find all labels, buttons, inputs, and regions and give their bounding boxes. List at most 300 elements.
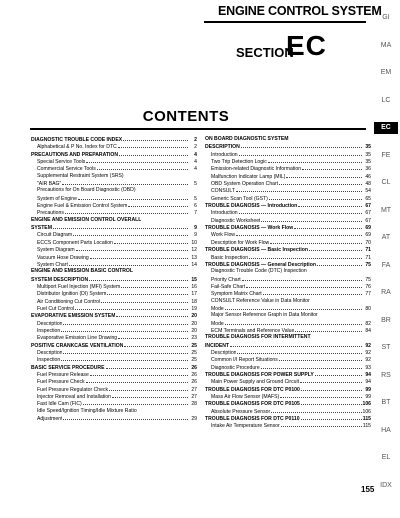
- toc-entry: [31, 180, 197, 187]
- toc-entry-title: Fast Idle Cam (FIC): [37, 401, 82, 408]
- section-tab-cl: CL: [381, 179, 391, 186]
- toc-entry-title: Generic Scan Tool (GST): [211, 195, 268, 202]
- toc-leader-dots: [61, 356, 188, 361]
- toc-leader-dots: [63, 349, 188, 354]
- toc-entry-title: SYSTEM: [31, 225, 52, 232]
- toc-leader-dots: [109, 386, 188, 391]
- toc-entry-title: Special Service Tools: [37, 159, 86, 166]
- toc-leader-dots: [75, 305, 188, 310]
- toc-entry: [205, 386, 371, 393]
- toc-entry-page: 69: [365, 225, 371, 232]
- toc-entry-page: 6: [194, 203, 197, 210]
- toc-entry-title: Fuel Pressure Regulator Check: [37, 386, 109, 393]
- section-tab-ra: RA: [381, 289, 391, 296]
- toc-entry-title: TROUBLE DIAGNOSIS FOR DTC P0100: [205, 386, 300, 393]
- toc-entry-page: 35: [365, 159, 371, 166]
- toc-leader-dots: [118, 143, 188, 148]
- toc-entry-title: Supplemental Restraint System (SRS): [37, 172, 124, 179]
- toc-entry-title: ON BOARD DIAGNOSTIC SYSTEM: [205, 136, 289, 142]
- toc-entry: [205, 151, 371, 158]
- toc-entry-title: Introduction: [211, 151, 238, 158]
- toc-entry-page: 106: [362, 408, 371, 415]
- toc-entry-title: TROUBLE DIAGNOSIS FOR POWER SUPPLY: [205, 372, 314, 378]
- toc-entry-title: INCIDENT: [205, 342, 230, 349]
- toc-entry-title: Idle Speed/Ignition Timing/Idle Mixture Ratio: [37, 407, 137, 414]
- toc-entry-title: EVAPORATIVE EMISSION SYSTEM: [31, 313, 116, 320]
- toc-entry: [205, 224, 371, 231]
- toc-entry: [31, 268, 197, 275]
- toc-entry: [31, 254, 197, 261]
- toc-entry-page: 82: [365, 320, 371, 327]
- toc-entry-page: 12: [191, 247, 197, 254]
- toc-leader-dots: [53, 224, 188, 229]
- toc-entry-page: 15: [191, 276, 197, 283]
- contents-heading: CONTENTS: [142, 108, 230, 125]
- toc-leader-dots: [62, 180, 188, 185]
- toc-leader-dots: [294, 224, 362, 229]
- toc-entry-page: 67: [365, 217, 371, 224]
- toc-entry-page: 67: [365, 203, 371, 210]
- toc-leader-dots: [114, 239, 188, 244]
- page-number: 155: [361, 485, 375, 494]
- toc-entry: [31, 312, 197, 319]
- toc-entry-page: 84: [365, 327, 371, 334]
- section-tab-bt: BT: [381, 399, 391, 406]
- toc-entry: [31, 187, 197, 194]
- toc-entry-title: BASIC SERVICE PROCEDURE: [31, 364, 105, 371]
- toc-entry-page: 25: [191, 357, 197, 364]
- toc-entry-title: "AIR BAG": [37, 181, 62, 188]
- toc-entry-page: 2: [194, 137, 197, 143]
- toc-entry-page: 25: [191, 349, 197, 356]
- toc-leader-dots: [271, 408, 361, 413]
- toc-entry-title: TROUBLE DIAGNOSIS — Basic Inspection: [205, 247, 309, 254]
- toc-leader-dots: [239, 209, 362, 214]
- toc-entry-title: TROUBLE DIAGNOSIS — Work Flow: [205, 225, 294, 232]
- toc-entry: [31, 261, 197, 268]
- toc-entry-title: System Diagram: [37, 247, 75, 254]
- toc-leader-dots: [86, 378, 188, 383]
- page-title: ENGINE CONTROL SYSTEM: [218, 4, 382, 18]
- toc-entry-title: Fuel Pressure Check: [37, 379, 85, 386]
- toc-entry-page: 27: [191, 394, 197, 401]
- toc-entry-title: Description: [211, 349, 237, 356]
- toc-leader-dots: [249, 254, 362, 259]
- toc-leader-dots: [69, 261, 188, 266]
- toc-leader-dots: [119, 151, 188, 156]
- toc-leader-dots: [101, 298, 188, 303]
- toc-entry-title: Alphabetical & P No. Index for DTC: [37, 144, 117, 151]
- toc-leader-dots: [89, 276, 188, 281]
- toc-entry-page: 106: [362, 401, 371, 408]
- toc-entry-page: 71: [365, 254, 371, 261]
- title-rule: [204, 21, 366, 23]
- section-tab-gi: GI: [382, 14, 390, 21]
- toc-entry: [31, 371, 197, 378]
- toc-leader-dots: [76, 246, 188, 251]
- toc-entry: [205, 202, 371, 209]
- toc-entry: [31, 276, 197, 283]
- toc-entry-page: 17: [191, 291, 197, 298]
- toc-entry-title: Malfunction Indicator Lamp (MIL): [211, 173, 286, 180]
- toc-leader-dots: [317, 261, 362, 266]
- toc-leader-dots: [315, 371, 362, 376]
- toc-entry-page: 14: [191, 261, 197, 268]
- toc-leader-dots: [246, 283, 362, 288]
- section-tab-mt: MT: [380, 206, 392, 214]
- toc-entry: [31, 283, 197, 290]
- toc-entry-title: Intake Air Temperature Sensor: [211, 423, 280, 430]
- toc-leader-dots: [241, 143, 362, 148]
- toc-entry: [205, 143, 371, 150]
- toc-entry-page: 9: [194, 232, 197, 239]
- toc-entry: [31, 334, 197, 341]
- toc-entry-page: 48: [365, 181, 371, 188]
- toc-entry: [31, 173, 197, 180]
- section-tab-fe: FE: [381, 151, 391, 159]
- toc-entry: [205, 371, 371, 378]
- toc-entry-title: ECM Terminals and Reference Value: [211, 327, 295, 334]
- toc-entry-page: 27: [191, 386, 197, 393]
- section-code: EC: [286, 30, 327, 61]
- toc-leader-dots: [281, 422, 362, 427]
- toc-entry: [205, 158, 371, 165]
- toc-entry: [31, 393, 197, 400]
- toc-entry-page: 35: [365, 144, 371, 151]
- toc-entry-title: Absolute Pressure Sensor: [211, 408, 271, 415]
- toc-entry-title: ENGINE AND EMISSION BASIC CONTROL: [31, 268, 133, 275]
- toc-entry-page: 54: [365, 188, 371, 195]
- toc-entry-title: Vacuum Hose Drawing: [37, 254, 89, 261]
- toc-leader-dots: [78, 195, 188, 200]
- toc-leader-dots: [65, 209, 188, 214]
- toc-entry: [205, 349, 371, 356]
- toc-entry-title: Description for Work Flow: [211, 239, 270, 246]
- toc-leader-dots: [225, 305, 362, 310]
- toc-entry: [31, 386, 197, 393]
- toc-right-column: [205, 136, 371, 430]
- section-tab-fa: FA: [381, 261, 391, 269]
- toc-entry: [31, 415, 197, 422]
- toc-entry: [205, 180, 371, 187]
- toc-entry-page: 4: [194, 159, 197, 166]
- toc-leader-dots: [118, 334, 188, 339]
- toc-leader-dots: [236, 231, 362, 236]
- toc-entry-title: Inspection: [37, 327, 61, 334]
- toc-entry-title: Injector Removal and Installation: [37, 394, 111, 401]
- toc-leader-dots: [239, 151, 362, 156]
- toc-entry: [205, 261, 371, 268]
- toc-entry: [205, 276, 371, 283]
- toc-leader-dots: [128, 202, 188, 207]
- toc-leader-dots: [309, 246, 362, 251]
- side-index: [372, 0, 400, 518]
- toc-leader-dots: [301, 386, 362, 391]
- toc-entry-page: 5: [194, 181, 197, 188]
- toc-entry-page: 70: [365, 239, 371, 246]
- section-tab-el: EL: [381, 454, 391, 461]
- toc-entry: [31, 349, 197, 356]
- toc-entry-title: Air Conditioning Cut Control: [37, 298, 101, 305]
- toc-leader-dots: [268, 158, 362, 163]
- toc-entry-page: 2: [194, 144, 197, 151]
- section-tab-idx: IDX: [380, 481, 392, 489]
- toc-entry-title: Priority Chart: [211, 276, 241, 283]
- toc-entry: [205, 136, 371, 143]
- toc-entry-title: Inspection: [37, 357, 61, 364]
- toc-leader-dots: [121, 283, 188, 288]
- toc-entry: [205, 422, 371, 429]
- toc-leader-dots: [279, 356, 362, 361]
- toc-leader-dots: [123, 136, 188, 141]
- toc-leader-dots: [263, 290, 362, 295]
- toc-leader-dots: [237, 349, 362, 354]
- toc-leader-dots: [73, 231, 188, 236]
- toc-entry-page: 4: [194, 166, 197, 173]
- toc-entry-title: Distributor Ignition (DI) System: [37, 291, 107, 298]
- toc-entry-page: 71: [365, 247, 371, 254]
- toc-leader-dots: [295, 327, 362, 332]
- section-tab-lc: LC: [381, 96, 391, 104]
- toc-leader-dots: [63, 320, 188, 325]
- toc-entry-page: 75: [365, 261, 371, 268]
- toc-entry: [31, 320, 197, 327]
- toc-entry-title: Two Trip Detection Logic: [211, 159, 267, 166]
- toc-entry: [31, 342, 197, 349]
- toc-entry: [205, 239, 371, 246]
- toc-entry-title: Diagnostic Trouble Code (DTC) Inspection: [211, 268, 307, 275]
- toc-entry: [205, 254, 371, 261]
- toc-entry: [31, 165, 197, 172]
- toc-entry: [205, 217, 371, 224]
- toc-entry-title: Emission-related Diagnostic Information: [211, 166, 302, 173]
- toc-entry-page: 13: [191, 254, 197, 261]
- toc-entry-title: CONSULT Reference Value in Data Monitor: [211, 297, 310, 304]
- section-tab-ha: HA: [381, 426, 391, 434]
- toc-leader-dots: [86, 158, 188, 163]
- toc-entry-title: Precautions for On Board Diagnostic (OBD): [37, 187, 136, 194]
- toc-entry-title: TROUBLE DIAGNOSIS FOR DTC P0110: [205, 416, 300, 423]
- toc-entry: [31, 224, 197, 231]
- toc-entry-title: Commercial Service Tools: [37, 166, 96, 173]
- toc-entry-title: OBD System Operation Chart: [211, 181, 279, 188]
- toc-leader-dots: [124, 342, 188, 347]
- toc-entry-title: Symptom Matrix Chart: [211, 291, 262, 298]
- toc-leader-dots: [280, 393, 362, 398]
- toc-leader-dots: [106, 364, 189, 369]
- toc-entry-page: 20: [191, 320, 197, 327]
- toc-entry-title: Introduction: [211, 210, 238, 217]
- toc-entry-title: Diagnostic Procedure: [211, 364, 260, 371]
- toc-entry-title: POSITIVE CRANKCASE VENTILATION: [31, 342, 124, 349]
- toc-entry-title: TROUBLE DIAGNOSIS FOR DTC P0105: [205, 401, 300, 408]
- section-tab-br: BR: [381, 316, 391, 324]
- toc-entry: [205, 312, 371, 319]
- toc-entry-page: 28: [191, 401, 197, 408]
- toc-entry-title: Fuel Cut Control: [37, 305, 75, 312]
- toc-leader-dots: [225, 320, 362, 325]
- toc-entry-page: 19: [191, 305, 197, 312]
- toc-entry-title: Fuel Pressure Release: [37, 372, 89, 378]
- toc-entry-title: Engine Fuel & Emission Control System: [37, 203, 128, 210]
- toc-entry-title: Precautions: [37, 210, 64, 217]
- toc-entry-title: CONSULT: [211, 188, 235, 195]
- toc-entry-page: 9: [194, 225, 197, 232]
- toc-entry: [205, 165, 371, 172]
- toc-entry-title: Mass Air Flow Sensor (MAFS): [211, 394, 280, 401]
- toc-leader-dots: [230, 342, 362, 347]
- toc-entry: [31, 327, 197, 334]
- toc-entry: [31, 158, 197, 165]
- toc-entry-title: DIAGNOSTIC TROUBLE CODE INDEX: [31, 137, 123, 143]
- toc-entry-page: 115: [362, 416, 371, 423]
- toc-entry: [205, 298, 371, 305]
- toc-entry-page: 46: [365, 173, 371, 180]
- toc-leader-dots: [279, 180, 362, 185]
- toc-entry-title: Fail-Safe Chart: [211, 283, 246, 290]
- toc-leader-dots: [112, 393, 188, 398]
- toc-entry-page: 93: [365, 364, 371, 371]
- toc-leader-dots: [286, 173, 362, 178]
- toc-entry: [205, 209, 371, 216]
- toc-entry-page: 65: [365, 195, 371, 202]
- toc-entry-page: 29: [191, 416, 197, 423]
- toc-entry-title: SYSTEM DESCRIPTION: [31, 276, 89, 283]
- section-tab-rs: RS: [381, 371, 391, 379]
- toc-entry: [205, 320, 371, 327]
- toc-entry-title: Major Sensor Reference Graph in Data Monitor: [211, 312, 318, 319]
- toc-leader-dots: [63, 415, 188, 420]
- toc-entry: [205, 393, 371, 400]
- toc-leader-dots: [83, 400, 188, 405]
- toc-entry: [205, 283, 371, 290]
- toc-entry-page: 94: [365, 372, 371, 378]
- toc-entry-page: 4: [194, 151, 197, 158]
- toc-leader-dots: [298, 202, 362, 207]
- toc-entry: [205, 378, 371, 385]
- toc-entry-page: 80: [365, 305, 371, 312]
- toc-entry-page: 20: [191, 327, 197, 334]
- toc-entry-page: 69: [365, 232, 371, 239]
- contents-rule: [30, 128, 366, 130]
- toc-entry-page: 25: [191, 342, 197, 349]
- toc-entry: [205, 356, 371, 363]
- section-tab-em: EM: [380, 69, 392, 76]
- toc-entry-page: 26: [191, 364, 197, 371]
- toc-entry-page: 92: [365, 342, 371, 349]
- toc-entry: [205, 195, 371, 202]
- toc-leader-dots: [97, 165, 188, 170]
- toc-entry: [205, 290, 371, 297]
- toc-leader-dots: [269, 195, 362, 200]
- toc-entry: [205, 268, 371, 275]
- toc-entry: [31, 136, 197, 143]
- toc-entry-page: 35: [365, 151, 371, 158]
- toc-leader-dots: [242, 276, 362, 281]
- toc-leader-dots: [270, 239, 362, 244]
- toc-entry-title: Adjustment: [37, 416, 63, 423]
- section-tab-ma: MA: [380, 41, 392, 49]
- toc-entry-title: TROUBLE DIAGNOSIS — Introduction: [205, 203, 298, 210]
- toc-entry-page: 75: [365, 276, 371, 283]
- toc-entry: [31, 378, 197, 385]
- toc-entry-title: Basic Inspection: [211, 254, 249, 261]
- toc-entry-page: 26: [191, 379, 197, 386]
- toc-entry-page: 20: [191, 313, 197, 320]
- toc-entry-title: ENGINE AND EMISSION CONTROL OVERALL: [31, 216, 142, 223]
- toc-entry-page: 7: [194, 210, 197, 217]
- toc-entry-page: 92: [365, 349, 371, 356]
- toc-leader-dots: [90, 371, 188, 376]
- toc-entry: [31, 217, 197, 224]
- toc-entry: [205, 415, 371, 422]
- toc-entry: [205, 327, 371, 334]
- toc-leader-dots: [301, 415, 362, 420]
- toc-left-column: [31, 136, 197, 422]
- section-tab-ec: EC: [374, 122, 398, 134]
- toc-entry-title: Diagnostic Worksheet: [211, 217, 261, 224]
- toc-entry-page: 5: [194, 195, 197, 202]
- toc-leader-dots: [301, 400, 362, 405]
- toc-leader-dots: [302, 165, 362, 170]
- toc-entry: [31, 151, 197, 158]
- toc-entry-title: Description: [37, 320, 63, 327]
- toc-entry-title: TROUBLE DIAGNOSIS FOR INTERMITTENT: [205, 334, 311, 341]
- toc-entry-title: Work Flow: [211, 232, 235, 239]
- toc-entry-page: 18: [191, 298, 197, 305]
- toc-entry-title: TROUBLE DIAGNOSIS — General Description: [205, 261, 316, 268]
- toc-entry-page: 77: [365, 291, 371, 298]
- toc-entry: [205, 173, 371, 180]
- toc-entry: [31, 209, 197, 216]
- toc-entry: [205, 400, 371, 407]
- toc-entry: [31, 195, 197, 202]
- toc-entry-title: Main Power Supply and Ground Circuit: [211, 379, 300, 386]
- toc-entry-page: 26: [191, 372, 197, 378]
- toc-leader-dots: [261, 217, 362, 222]
- toc-entry: [31, 408, 197, 415]
- toc-entry-title: DESCRIPTION: [205, 144, 240, 151]
- toc-entry-page: 94: [365, 379, 371, 386]
- toc-entry: [31, 239, 197, 246]
- toc-entry: [31, 400, 197, 407]
- toc-entry-title: ECCS Component Parts Location: [37, 239, 113, 246]
- toc-entry: [205, 305, 371, 312]
- toc-entry-page: 99: [365, 386, 371, 393]
- toc-leader-dots: [116, 312, 188, 317]
- toc-entry: [205, 246, 371, 253]
- toc-entry: [31, 364, 197, 371]
- section-tab-st: ST: [381, 344, 391, 351]
- toc-entry: [31, 305, 197, 312]
- toc-entry: [31, 202, 197, 209]
- toc-leader-dots: [236, 187, 362, 192]
- toc-entry: [31, 231, 197, 238]
- toc-entry: [205, 334, 371, 341]
- toc-entry-title: Multiport Fuel Injection (MFI) System: [37, 283, 121, 290]
- toc-entry-page: 92: [365, 357, 371, 364]
- toc-entry: [205, 364, 371, 371]
- toc-entry-title: PRECAUTIONS AND PREPARATION: [31, 151, 119, 158]
- toc-entry-page: 16: [191, 283, 197, 290]
- toc-entry-title: Circuit Diagram: [37, 232, 73, 239]
- section-word: SECTION: [236, 45, 294, 60]
- toc-entry: [205, 231, 371, 238]
- toc-entry-title: Mode: [211, 305, 224, 312]
- toc-entry: [31, 246, 197, 253]
- toc-entry-title: System Chart: [37, 261, 68, 268]
- toc-entry-page: 115: [362, 423, 371, 430]
